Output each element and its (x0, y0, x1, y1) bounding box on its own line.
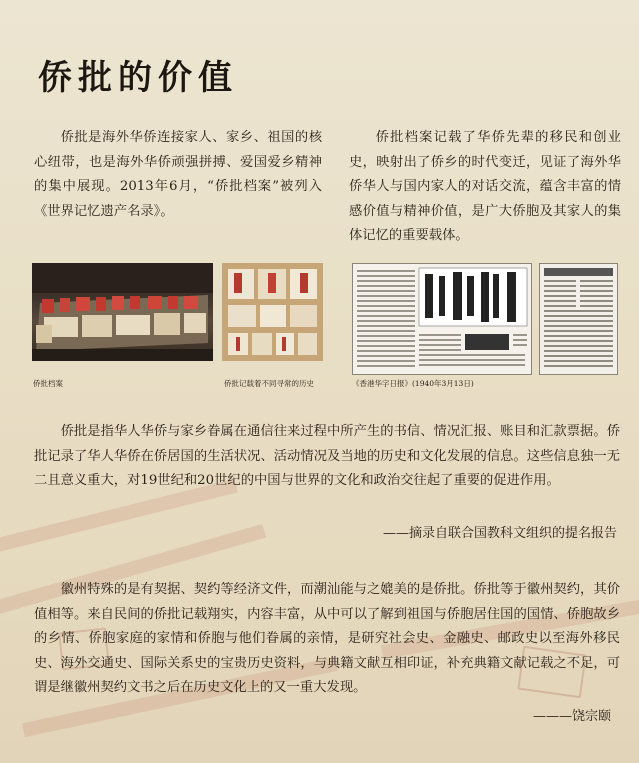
unesco-quote-source: ——摘录自联合国教科文组织的提名报告 (382, 526, 617, 541)
newspaper-photo (352, 263, 532, 375)
page-title: 侨批的价值 (38, 58, 238, 98)
caption-newspaper: 《香港华字日报》(1940年3月13日) (352, 379, 474, 388)
intro-paragraph-right: 侨批档案记载了华侨先辈的移民和创业史，映射出了侨乡的时代变迁，见证了海外华侨华人与国内家人的对话交流，蕴含丰富的情感价值与精神价值，是广大侨胞及其家人的集体记忆的重要载体。 (349, 130, 621, 243)
caption-archive: 侨批档案 (33, 379, 63, 388)
rao-zongyi-signature: ———饶宗颐 (532, 709, 611, 724)
envelopes-collage-photo (222, 263, 323, 361)
intro-paragraph-left: 侨批是海外华侨连接家人、家乡、祖国的核心纽带，也是海外华侨顽强拼搏、爱国爱乡精神的集中展现。2013年6月，“侨批档案”被列入《世界记忆遗产名录》。 (34, 130, 322, 219)
caption-envelopes: 侨批记载着不同寻常的历史 (224, 379, 314, 388)
archive-display-photo (32, 263, 213, 361)
rao-zongyi-quote: 徽州特殊的是有契据、契约等经济文件，而潮汕能与之媲美的是侨批。侨批等于徽州契约，其价值相等。来自民间的侨批记载翔实，内容丰富，从中可以了解到祖国与侨胞居住国的国情、侨胞故乡的乡情、侨胞家庭的家情和侨胞与他们眷属的亲情，是研究社会史、金融史、邮政史以至海外移民史、海外交通史、国际关系史的宝贵历史资料，与典籍文献互相印证，补充典籍文献记载之不足，可谓是继徽州契约文书之后在历史文化上的又一重大发现。 (34, 582, 620, 695)
unesco-quote: 侨批是指华人华侨与家乡眷属在通信往来过程中所产生的书信、情况汇报、账目和汇款票据。侨批记录了华人华侨在侨居国的生活状况、活动情况及当地的历史和文化发展的信息。这些信息独一无二且意义重大，对19世纪和20世纪的中国与世界的文化和政治交往起了重要的促进作用。 (34, 424, 620, 488)
newspaper-page-photo (539, 263, 618, 375)
